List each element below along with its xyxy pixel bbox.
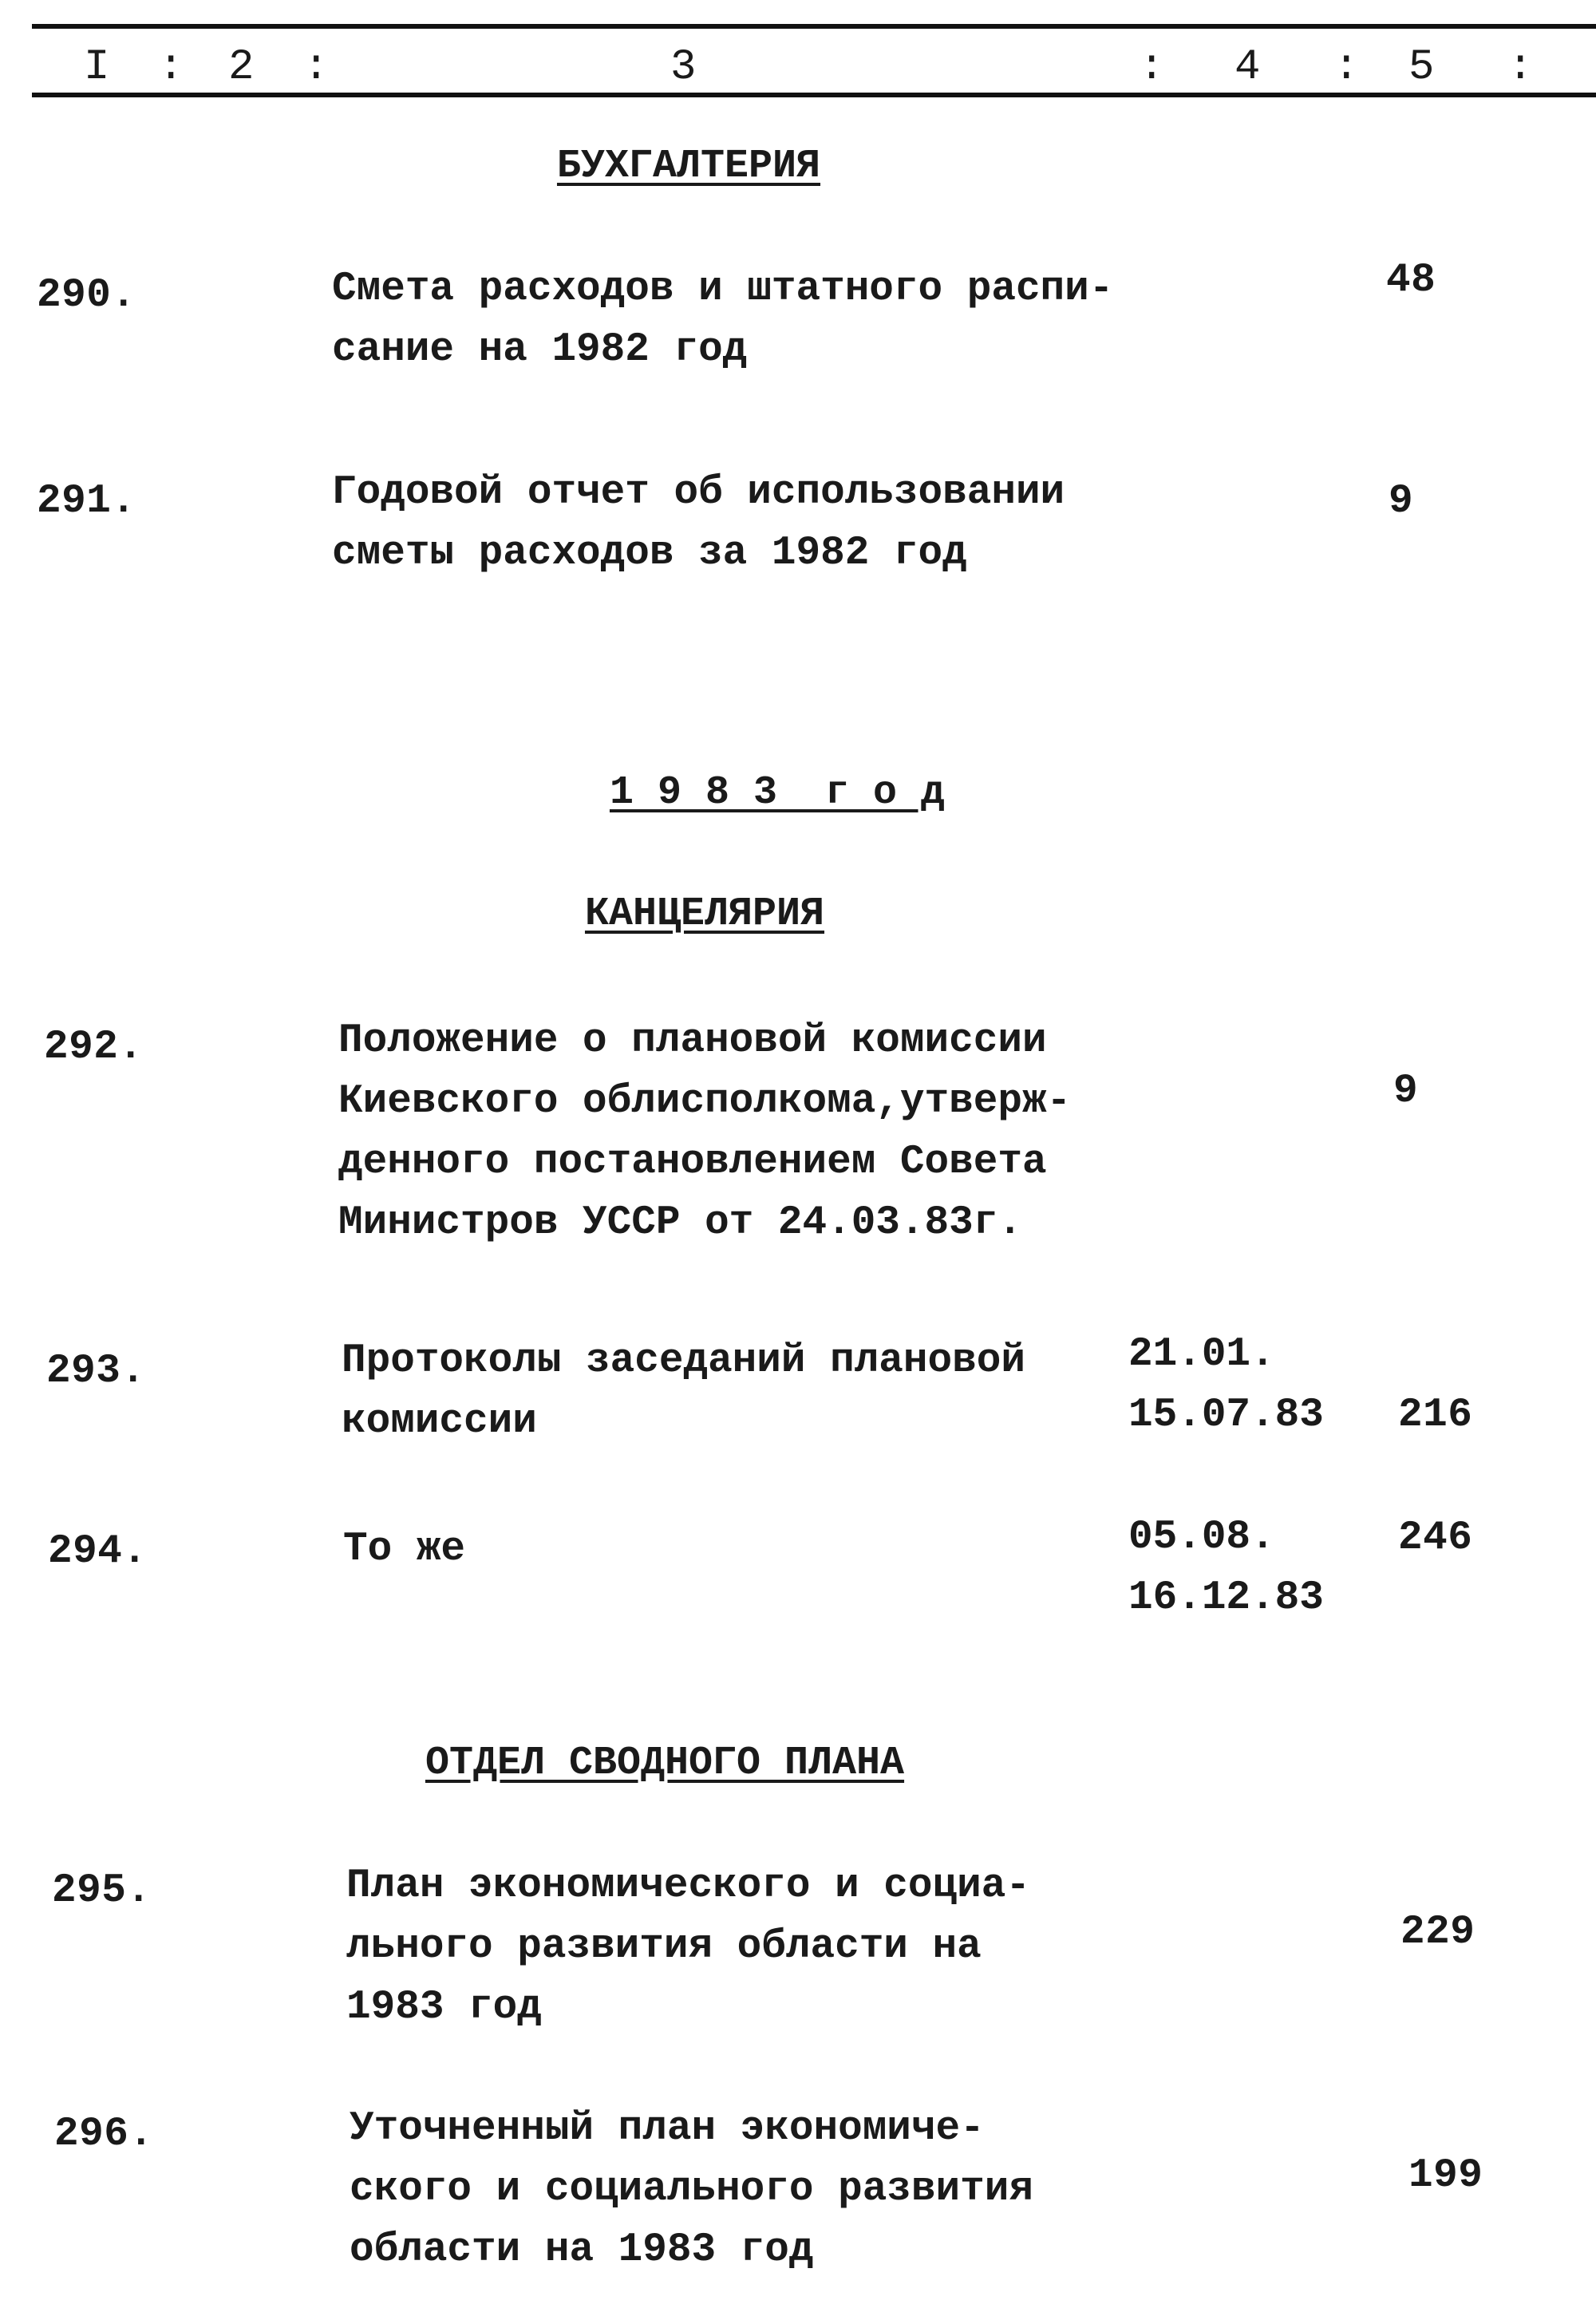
item-count: 216: [1398, 1393, 1473, 1438]
item-number: 291.: [37, 479, 136, 524]
col-3-header: 3: [670, 43, 697, 92]
item-title: План экономического и социа- льного развития области на 1983 год: [346, 1863, 1030, 2030]
col-5-header: 5: [1408, 43, 1435, 92]
item-dates: 05.08. 16.12.83: [1128, 1515, 1324, 1621]
col-2-header: 2: [228, 43, 255, 92]
item-dates: 21.01. 15.07.83: [1128, 1332, 1324, 1438]
item-title: Уточненный план экономиче- ского и социального развития области на 1983 год: [350, 2106, 1033, 2273]
item-title: Годовой отчет об использовании сметы расходов за 1982 год: [332, 470, 1065, 576]
col-separator: :: [303, 43, 330, 92]
col-1-header: I: [84, 43, 110, 92]
item-number: 294.: [48, 1529, 148, 1575]
header-top-rule: [32, 24, 1596, 29]
col-separator: :: [158, 43, 184, 92]
section-heading-chancellery: КАНЦЕЛЯРИЯ: [584, 891, 825, 937]
item-count: 48: [1386, 258, 1436, 303]
item-title: Смета расходов и штатного распи- сание на 1982 год: [332, 267, 1114, 373]
item-count: 229: [1400, 1910, 1476, 1955]
item-title: Протоколы заседаний плановой комиссии: [342, 1338, 1025, 1445]
section-heading-consolidated-plan: ОТДЕЛ СВОДНОГО ПЛАНА: [425, 1741, 905, 1786]
item-number: 295.: [52, 1868, 152, 1914]
col-separator: :: [1507, 43, 1534, 92]
item-count: 246: [1398, 1516, 1473, 1561]
col-separator: :: [1333, 43, 1360, 92]
item-title: То же: [343, 1527, 466, 1572]
item-number: 296.: [54, 2112, 154, 2157]
item-title: Положение о плановой комиссии Киевского облисполкома,утверж- денного постановлением Совета Министров УССР от 24.03.83г.: [338, 1018, 1072, 1246]
item-number: 292.: [44, 1025, 144, 1070]
year-heading: 1 9 8 3 г о д: [609, 770, 946, 816]
section-heading-accounting: БУХГАЛТЕРИЯ: [556, 144, 821, 189]
col-4-header: 4: [1235, 43, 1261, 92]
item-count: 199: [1408, 2153, 1483, 2199]
item-number: 293.: [46, 1349, 146, 1394]
item-count: 9: [1393, 1069, 1419, 1114]
item-count: 9: [1389, 479, 1414, 524]
item-number: 290.: [37, 273, 136, 318]
header-bottom-rule: [32, 93, 1596, 97]
col-separator: :: [1139, 43, 1165, 92]
